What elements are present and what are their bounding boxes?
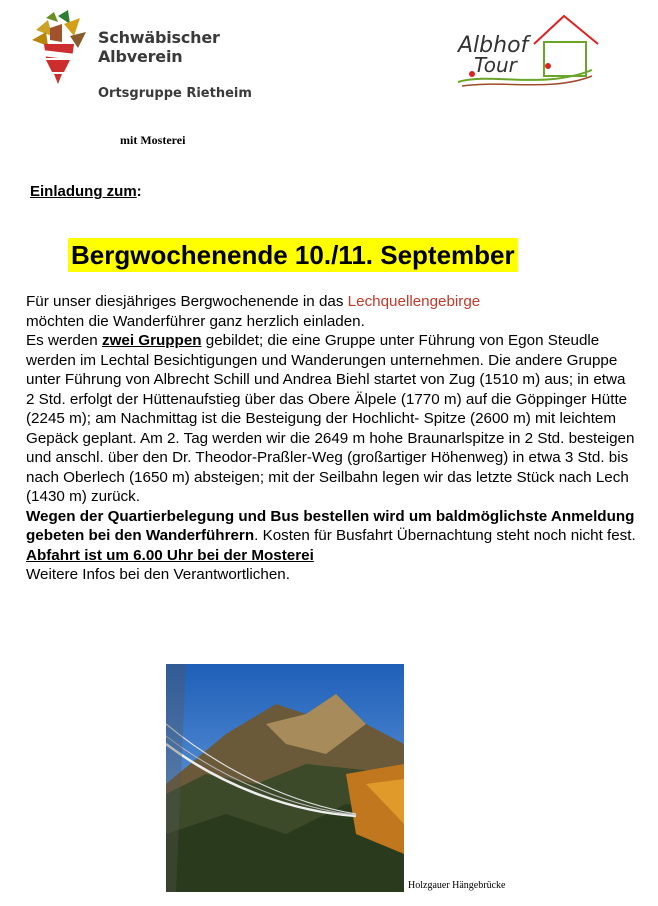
paragraph-registration: Wegen der Quartierbelegung und Bus bestellen wird um baldmöglichste Anmeldung gebeten bei den Wanderführern. Kosten für Busfahrt Übernachtung steht noch nicht fest. xyxy=(26,507,636,544)
albhof-logo-line2: Tour xyxy=(474,53,517,77)
albhof-logo-line1: Albhof xyxy=(458,33,529,58)
albhof-tour-logo-icon xyxy=(452,10,602,90)
departure-note: Abfahrt ist um 6.00 Uhr bei der Mosterei xyxy=(26,546,314,564)
event-title: Bergwochenende 10./11. September xyxy=(68,238,518,272)
body-text xyxy=(26,292,636,585)
more-info: Weitere Infos bei den Verantwortlichen. xyxy=(26,566,290,583)
invitation-label: Einladung zum: xyxy=(30,183,142,200)
org-name: Schwäbischer Albverein xyxy=(98,28,220,66)
photo-caption: Holzgauer Hängebrücke xyxy=(408,880,506,891)
albverein-logo-icon xyxy=(28,10,90,88)
org-group: Ortsgruppe Rietheim xyxy=(98,86,252,101)
groups-highlight: zwei Gruppen xyxy=(101,332,202,349)
subtitle-mosterei: mit Mosterei xyxy=(120,133,186,147)
bridge-photo xyxy=(166,664,404,892)
paragraph-intro: Für unser diesjähriges Bergwochenende in das Lechquellengebirge möchten die Wanderführer ganz herzlich einladen. xyxy=(26,293,481,330)
region-name: Lechquellengebirge xyxy=(347,293,481,310)
paragraph-groups: Es werden zwei Gruppen gebildet; die eine Gruppe unter Führung von Egon Steudle werden im Lechtal Besichtigungen und Wanderungen unternehmen. Die andere Gruppe unter Führung von Albrecht Schill und Andrea Biehl startet von Zug (1510 m) aus; in etwa 2 Std. erfolgt der Hüttenaufstieg über das Obere Älpele (1770 m) auf die Göppinger Hütte (2245 m); am Nachmittag ist die Besteigung der Hochlicht- Spitze (2600 m) mit leichtem Gepäck geplant. Am 2. Tag werden wir die 2649 m hohe Braunarlspitze in 2 Std. besteigen und anschl. über den Dr. Theodor-Praßler-Weg (großartiger Höhenweg) in etwa 3 Std. bis nach Oberlech (1650 m) absteigen; mit der Seilbahn legen wir das letzte Stück nach Lech (1430 m) zurück. xyxy=(26,332,635,505)
